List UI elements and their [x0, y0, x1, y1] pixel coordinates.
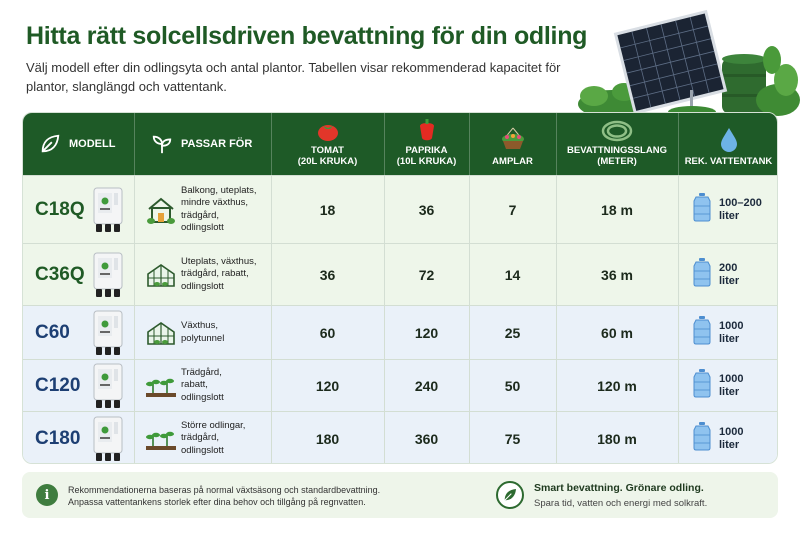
leaf-badge-icon — [496, 481, 524, 509]
pepper-value: 240 — [414, 377, 439, 394]
table-row — [23, 305, 778, 359]
page-title: Hitta rätt solcellsdriven bevattning för din odling — [26, 22, 588, 50]
tank-value: 1000 liter — [693, 360, 778, 411]
amplar-value: 50 — [504, 377, 521, 394]
tomato-value: 36 — [319, 266, 336, 283]
controller-image — [91, 176, 131, 243]
model-name: C18Q — [35, 198, 85, 220]
greenhouse-icon — [143, 244, 179, 305]
fits-text: Balkong, uteplats, mindre växthus, trädgård, odlingslott — [181, 184, 257, 233]
tomato-icon — [316, 120, 340, 142]
water-tank-icon — [693, 421, 711, 456]
table-row — [23, 411, 778, 464]
tomato-value: 120 — [315, 377, 340, 394]
fits-text: Växthus, polytunnel — [181, 320, 225, 344]
pepper-value: 360 — [414, 430, 439, 447]
tank-value: 200 liter — [693, 244, 778, 305]
hose-value: 18 m — [601, 201, 633, 218]
tomato-value: 180 — [315, 430, 340, 447]
slogan-subtext: Spara tid, vatten och energi med solkraft. — [534, 498, 708, 509]
fits-text: Trädgård, rabatt, odlingslott — [181, 366, 224, 403]
model-name: C180 — [35, 427, 81, 449]
header-fits: PASSAR FÖR — [151, 113, 271, 175]
header-pepper: PAPRIKA (10L KRUKA) — [384, 113, 469, 175]
amplar-value: 14 — [504, 266, 521, 283]
table-row — [23, 243, 778, 305]
footer-note: Rekommendationerna baseras på normal växtsäsong och standardbevattning. Anpassa vattentankens storlek efter dina behov och tillgång på regnvatten. — [68, 485, 381, 507]
solar-panel-hero-illustration — [572, 8, 800, 118]
model-name: C120 — [35, 374, 81, 396]
table-header — [23, 113, 778, 175]
fits-text: Större odlingar, trädgård, odlingslott — [181, 419, 246, 456]
hose-value: 36 m — [601, 266, 633, 283]
header-tomato: TOMAT (20L KRUKA) — [271, 113, 384, 175]
slogan: Smart bevattning. Grönare odling. — [534, 482, 704, 494]
header-amplar: AMPLAR — [469, 113, 556, 175]
model-table — [22, 112, 778, 464]
tomato-value: 60 — [319, 324, 336, 341]
hose-value: 60 m — [601, 324, 633, 341]
amplar-value: 75 — [504, 430, 521, 447]
pepper-value: 36 — [418, 201, 435, 218]
pepper-value: 120 — [414, 324, 439, 341]
table-row — [23, 175, 778, 243]
water-tank-icon — [693, 257, 711, 292]
hose-icon — [600, 120, 634, 142]
water-tank-icon — [693, 315, 711, 350]
table-row — [23, 359, 778, 411]
model-name: C60 — [35, 321, 70, 343]
tank-value: 100–200 liter — [693, 176, 778, 243]
sprouts-icon — [143, 360, 179, 411]
header-hose: BEVATTNINGSSLANG (METER) — [556, 113, 678, 175]
footer-bar — [22, 472, 778, 518]
sprouts-icon — [143, 412, 179, 464]
controller-image — [91, 244, 131, 305]
page-subtitle: Välj modell efter din odlingsyta och antal plantor. Tabellen visar rekommenderad kapacitet för plantor, slanglängd och vattentank. — [26, 60, 561, 94]
tank-value: 1000 liter — [693, 306, 778, 359]
tank-value: 1000 liter — [693, 412, 778, 464]
header-model: MODELL — [39, 113, 139, 175]
hose-value: 180 m — [597, 430, 637, 447]
greenhouse-icon — [143, 306, 179, 359]
fits-text: Uteplats, växthus, trädgård, rabatt, odlingslott — [181, 255, 257, 292]
leaf-icon — [39, 133, 61, 155]
header-tank: REK. VATTENTANK — [678, 113, 778, 175]
controller-image — [91, 412, 131, 464]
info-icon: i — [36, 484, 58, 506]
pepper-value: 72 — [418, 266, 435, 283]
pepper-icon — [417, 118, 437, 142]
hanging-basket-icon — [499, 127, 527, 153]
amplar-value: 25 — [504, 324, 521, 341]
hose-value: 120 m — [597, 377, 637, 394]
water-drop-icon — [720, 127, 738, 153]
model-name: C36Q — [35, 263, 85, 285]
amplar-value: 7 — [508, 201, 517, 218]
controller-image — [91, 360, 131, 411]
water-tank-icon — [693, 192, 711, 227]
controller-image — [91, 306, 131, 359]
seedling-icon — [151, 133, 173, 155]
water-tank-icon — [693, 368, 711, 403]
tomato-value: 18 — [319, 201, 336, 218]
house-icon — [143, 176, 179, 243]
